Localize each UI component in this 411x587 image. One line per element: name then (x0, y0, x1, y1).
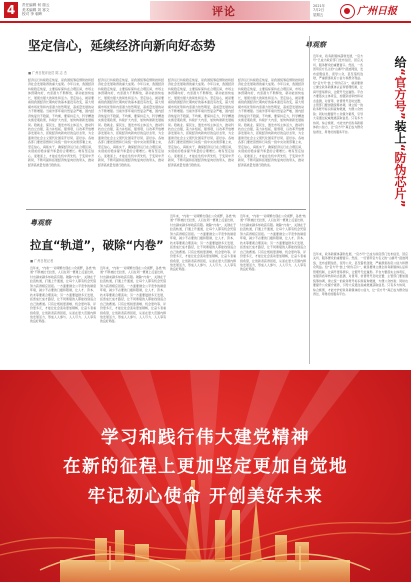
bottom-margin (0, 582, 411, 587)
second-article-byline: ■ 广州日报记者 (30, 259, 54, 263)
right-article-body-col2: 近年来，政务新媒体蓬勃发展，“官方号”已成为政府部门发布信息、回应关切、服务群众的重要窗口。然而，一些冒用官方名义的“山寨号”混迹网络，发布虚假信息、误导公众，甚至借机敛财，严重损害政府公信力和群众利益。给“官方号”装上“防伪芯片”，就是要建立健全政务新媒体认证和管理机制，让真号更易辨识、让假号无处遁形。平台方要落实主体责任，加强资质审核和动态监测，对冒用、仿冒账号及时处置；主管部门要加强统筹协调，建立统一的政务账号标识和查询渠道，方便公众核验；同时也要提升公众媒介素养，引导大家通过权威渠道获取信息。只有多方协同、综合施策，才能守护好政务新媒体的公信力，让“官方号”真正成为群众信得过、用得好的服务平台。 (313, 252, 408, 297)
second-article-body-col2: 近年来，“内卷”一词频繁出现在公众视野，各类“轨道”不断被拉长拉宽，人们在同一赛道上反复比拼，付出越来越多却收获有限。破除“内卷”，关键在于拉直轨道，打通上升通道，让每个人都有机会凭借努力获得相应回报。一方面要健全公平竞争的制度环境，减少不必要的门槛和限制，让人才、资本、技术等要素合理流动；另一方面要鼓励多元发展，拓宽成长成才路径，让不同禀赋的人都能找到适合自己的赛道。只有让规则更清晰、机会更均等、评价更多元，才能让社会流动更加顺畅，让奋斗者看到希望，让创新者获得回报，从而在更大范围内释放发展活力，形成人人参与、人人尽力、人人享有的良好局面。 (100, 266, 166, 324)
second-article-body-col3: 近年来，“内卷”一词频繁出现在公众视野，各类“轨道”不断被拉长拉宽，人们在同一赛道上反复比拼，付出越来越多却收获有限。破除“内卷”，关键在于拉直轨道，打通上升通道，让每个人都有机会凭借努力获得相应回报。一方面要健全公平竞争的制度环境，减少不必要的门槛和限制，让人才、资本、技术等要素合理流动；另一方面要鼓励多元发展，拓宽成长成才路径，让不同禀赋的人都能找到适合自己的赛道。只有让规则更清晰、机会更均等、评价更多元，才能让社会流动更加顺畅，让奋斗者看到希望，让创新者获得回报，从而在更大范围内释放发展活力，形成人人参与、人人尽力、人人享有的良好局面。 (170, 214, 236, 272)
logo-text: 广州日报 (357, 6, 397, 17)
lead-article-body-col1: 经济运行持续稳定恢复，是我国统筹疫情防控和经济社会发展取得的重大成果。今年以来，我国经济持续稳定恢复，主要指标保持在合理区间，市场主体预期向好，内需潜力不断释放，新动能加快成长，展现出强大的韧性和活力。坚定信心，就是要看到我国经济长期向好的基本面没有改变，超大规模市场优势和内需潜力依然明显，高质量发展的动力不断增强。当前外部环境仍然复杂严峻，国内经济恢复仍不稳固、不均衡，要保持定力，科学精准实施宏观政策，持续扩大内需，加快构建新发展格局。稳就业、保民生，激发市场主体活力，推动科技自立自强，着力补短板、强弱项，以改革开放增添发展动力，延续经济向新向好的良好态势，为全面建设社会主义现代化国家开好局、起好步。各地各部门要把思想和行动统一到中央决策部署上来，坚定信心，真抓实干，确保经济运行在合理区间，实现质的稳步提升和量的合理增长。唯有坚定信心、迎难而上，才能在危机中育先机、于变局中开新局，不断巩固和拓展经济恢复向好的势头，推动经济高质量发展行稳致远。 (28, 78, 94, 167)
logo-mark-icon (340, 4, 355, 19)
right-title-part-4: “防伪芯片” (393, 143, 407, 208)
section-divider (26, 209, 306, 210)
issue-date: 2021年 7月2日 星期五 (313, 4, 326, 17)
right-article-title (366, 56, 408, 246)
right-title-part-3: 装上 (393, 119, 407, 144)
second-article-title: 拉直“轨道”，破除“内卷” (30, 238, 164, 252)
right-title-part-1: 给 (393, 56, 407, 68)
section-title: 评论 (212, 5, 236, 18)
column-mark-2: 粤观察 (30, 218, 51, 227)
header-rule (0, 21, 411, 23)
column-mark: 粤观察 (305, 40, 326, 49)
edition-info: 责任编辑 何 瑞云 美术编辑 刘 寒文 校对 李 朝晖 (22, 3, 50, 17)
banner-slogan-line-3: 牢记初心使命 开创美好未来 (87, 487, 324, 507)
newspaper-logo (340, 2, 406, 19)
lead-article-title: 坚定信心，延续经济向新向好态势 (28, 38, 216, 53)
second-article-body-col4: 近年来，“内卷”一词频繁出现在公众视野，各类“轨道”不断被拉长拉宽，人们在同一赛道上反复比拼，付出越来越多却收获有限。破除“内卷”，关键在于拉直轨道，打通上升通道，让每个人都有机会凭借努力获得相应回报。一方面要健全公平竞争的制度环境，减少不必要的门槛和限制，让人才、资本、技术等要素合理流动；另一方面要鼓励多元发展，拓宽成长成才路径，让不同禀赋的人都能找到适合自己的赛道。只有让规则更清晰、机会更均等、评价更多元，才能让社会流动更加顺畅，让奋斗者看到希望，让创新者获得回报，从而在更大范围内释放发展活力，形成人人参与、人人尽力、人人享有的良好局面。 (240, 214, 306, 272)
lead-article-byline: ■ 广州日报评论员 陈 志 杰 (28, 71, 67, 75)
column-divider (309, 36, 310, 364)
lead-article-body-col3: 经济运行持续稳定恢复，是我国统筹疫情防控和经济社会发展取得的重大成果。今年以来，我国经济持续稳定恢复，主要指标保持在合理区间，市场主体预期向好，内需潜力不断释放，新动能加快成长，展现出强大的韧性和活力。坚定信心，就是要看到我国经济长期向好的基本面没有改变，超大规模市场优势和内需潜力依然明显，高质量发展的动力不断增强。当前外部环境仍然复杂严峻，国内经济恢复仍不稳固、不均衡，要保持定力，科学精准实施宏观政策，持续扩大内需，加快构建新发展格局。稳就业、保民生，激发市场主体活力，推动科技自立自强，着力补短板、强弱项，以改革开放增添发展动力，延续经济向新向好的良好态势，为全面建设社会主义现代化国家开好局、起好步。各地各部门要把思想和行动统一到中央决策部署上来，坚定信心，真抓实干，确保经济运行在合理区间，实现质的稳步提升和量的合理增长。唯有坚定信心、迎难而上，才能在危机中育先机、于变局中开新局，不断巩固和拓展经济恢复向好的势头，推动经济高质量发展行稳致远。 (168, 78, 234, 167)
banner-slogan-line-2: 在新的征程上更加坚定更加自觉地 (63, 457, 348, 477)
lead-article-body-col4: 经济运行持续稳定恢复，是我国统筹疫情防控和经济社会发展取得的重大成果。今年以来，我国经济持续稳定恢复，主要指标保持在合理区间，市场主体预期向好，内需潜力不断释放，新动能加快成长，展现出强大的韧性和活力。坚定信心，就是要看到我国经济长期向好的基本面没有改变，超大规模市场优势和内需潜力依然明显，高质量发展的动力不断增强。当前外部环境仍然复杂严峻，国内经济恢复仍不稳固、不均衡，要保持定力，科学精准实施宏观政策，持续扩大内需，加快构建新发展格局。稳就业、保民生，激发市场主体活力，推动科技自立自强，着力补短板、强弱项，以改革开放增添发展动力，延续经济向新向好的良好态势，为全面建设社会主义现代化国家开好局、起好步。各地各部门要把思想和行动统一到中央决策部署上来，坚定信心，真抓实干，确保经济运行在合理区间，实现质的稳步提升和量的合理增长。唯有坚定信心、迎难而上，才能在危机中育先机、于变局中开新局，不断巩固和拓展经济恢复向好的势头，推动经济高质量发展行稳致远。 (238, 78, 304, 167)
party-spirit-banner (0, 370, 411, 587)
right-title-part-2: “官方号” (393, 68, 407, 120)
second-article-body-col1: 近年来，“内卷”一词频繁出现在公众视野，各类“轨道”不断被拉长拉宽，人们在同一赛道上反复比拼，付出越来越多却收获有限。破除“内卷”，关键在于拉直轨道，打通上升通道，让每个人都有机会凭借努力获得相应回报。一方面要健全公平竞争的制度环境，减少不必要的门槛和限制，让人才、资本、技术等要素合理流动；另一方面要鼓励多元发展，拓宽成长成才路径，让不同禀赋的人都能找到适合自己的赛道。只有让规则更清晰、机会更均等、评价更多元，才能让社会流动更加顺畅，让奋斗者看到希望，让创新者获得回报，从而在更大范围内释放发展活力，形成人人参与、人人尽力、人人享有的良好局面。 (30, 266, 96, 324)
banner-slogan-line-1: 学习和践行伟大建党精神 (101, 428, 310, 448)
banner-decoration (0, 370, 411, 587)
lead-article-body-col2: 经济运行持续稳定恢复，是我国统筹疫情防控和经济社会发展取得的重大成果。今年以来，我国经济持续稳定恢复，主要指标保持在合理区间，市场主体预期向好，内需潜力不断释放，新动能加快成长，展现出强大的韧性和活力。坚定信心，就是要看到我国经济长期向好的基本面没有改变，超大规模市场优势和内需潜力依然明显，高质量发展的动力不断增强。当前外部环境仍然复杂严峻，国内经济恢复仍不稳固、不均衡，要保持定力，科学精准实施宏观政策，持续扩大内需，加快构建新发展格局。稳就业、保民生，激发市场主体活力，推动科技自立自强，着力补短板、强弱项，以改革开放增添发展动力，延续经济向新向好的良好态势，为全面建设社会主义现代化国家开好局、起好步。各地各部门要把思想和行动统一到中央决策部署上来，坚定信心，真抓实干，确保经济运行在合理区间，实现质的稳步提升和量的合理增长。唯有坚定信心、迎难而上，才能在危机中育先机、于变局中开新局，不断巩固和拓展经济恢复向好的势头，推动经济高质量发展行稳致远。 (98, 78, 164, 167)
right-article-body-col1: 近年来，政务新媒体蓬勃发展，“官方号”已成为政府部门发布信息、回应关切、服务群众的重要窗口。然而，一些冒用官方名义的“山寨号”混迹网络，发布虚假信息、误导公众，甚至借机敛财，严重损害政府公信力和群众利益。给“官方号”装上“防伪芯片”，就是要建立健全政务新媒体认证和管理机制，让真号更易辨识、让假号无处遁形。平台方要落实主体责任，加强资质审核和动态监测，对冒用、仿冒账号及时处置；主管部门要加强统筹协调，建立统一的政务账号标识和查询渠道，方便公众核验；同时也要提升公众媒介素养，引导大家通过权威渠道获取信息。只有多方协同、综合施策，才能守护好政务新媒体的公信力，让“官方号”真正成为群众信得过、用得好的服务平台。 (313, 54, 363, 134)
page-number: 4 (4, 2, 18, 18)
